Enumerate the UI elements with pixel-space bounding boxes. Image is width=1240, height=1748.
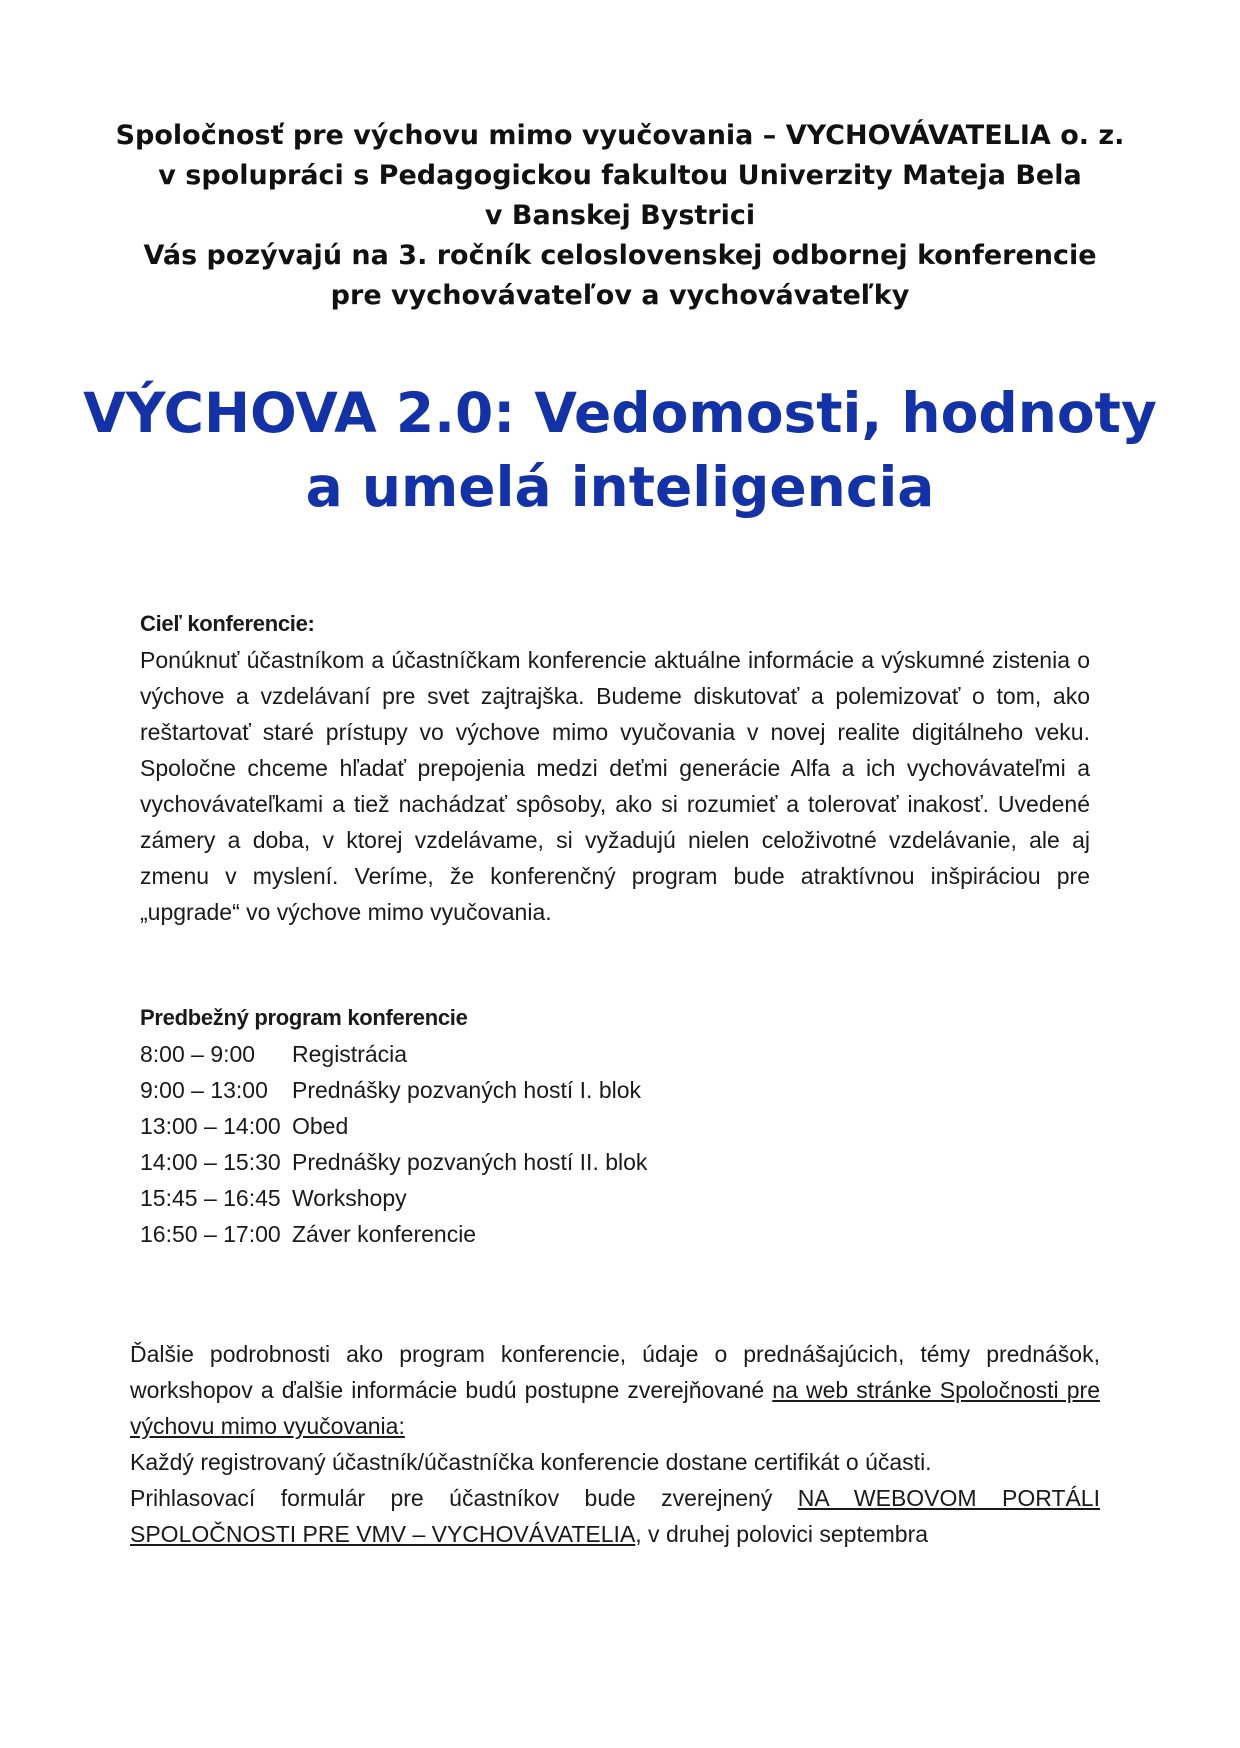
program-heading: Predbežný program konferencie [140,1005,468,1030]
details-paragraph-1 [130,1336,1100,1444]
program-item [140,1036,1040,1072]
header-line-4: Vás pozývajú na 3. ročník celoslovenskej odbornej konferencie [143,240,1097,271]
program-label: Obed [292,1113,349,1139]
program-label: Prednášky pozvaných hostí II. blok [292,1149,648,1175]
details-text-3: Prihlasovací formulár pre účastníkov bude zverejnený [130,1485,798,1511]
program-time: 9:00 – 13:00 [140,1077,268,1103]
program-time: 16:50 – 17:00 [140,1221,281,1247]
program-label: Prednášky pozvaných hostí I. blok [292,1077,642,1103]
details-text-1: Ďalšie podrobnosti ako program konferencie, údaje o prednášajúcich, témy prednášok, workshopov a ďalšie informácie budú postupne zverejňované [130,1341,1100,1403]
program-item [140,1108,1040,1144]
program-label: Záver konferencie [292,1221,477,1247]
goal-heading: Cieľ konferencie: [140,611,315,636]
header-line-2: v spolupráci s Pedagogickou fakultou Univerzity Mateja Bela [158,160,1082,191]
details-paragraph-3 [130,1480,1100,1552]
details-section [130,1336,1100,1552]
title-line-1: VÝCHOVA 2.0: Vedomosti, hodnoty [83,381,1157,445]
program-time: 15:45 – 16:45 [140,1185,281,1211]
program-time: 14:00 – 15:30 [140,1149,281,1175]
header-line-1: Spoločnosť pre výchovu mimo vyučovania – VYCHOVÁVATELIA o. z. [115,120,1125,151]
conference-title [0,376,1240,524]
details-paragraph-2: Každý registrovaný účastník/účastníčka konferencie dostane certifikát o účasti. [130,1449,932,1475]
program-item [140,1180,1040,1216]
web-link[interactable]: na web stránke Spoločnosti pre výchovu mimo vyučovania: [130,1377,1100,1439]
program-time: 13:00 – 14:00 [140,1113,281,1139]
program-section [140,1000,1040,1252]
program-label: Registrácia [292,1041,408,1067]
portal-link[interactable]: NA WEBOVOM PORTÁLI SPOLOČNOSTI PRE VMV – VYCHOVÁVATELIA [130,1485,1100,1547]
program-item [140,1144,1040,1180]
goal-text: Ponúknuť účastníkom a účastníčkam konferencie aktuálne informácie a výskumné zistenia o výchove a vzdelávaní pre svet zajtrajška. Budeme diskutovať a polemizovať o tom, ako reštartovať staré prístupy vo výchove mimo vyučovania v novej realite digitálneho veku. Spoločne chceme hľadať prepojenia medzi deťmi generácie Alfa a ich vychovávateľmi a vychovávateľkami a tiež nachádzať spôsoby, ako si rozumieť a tolerovať inakosť. Uvedené zámery a doba, v ktorej vzdelávame, si vyžadujú nielen celoživotné vzdelávanie, ale aj zmenu v myslení. Veríme, že konferenčný program bude atraktívnou inšpiráciou pre „upgrade“ vo výchove mimo vyučovania. [140,647,1090,925]
program-item [140,1072,1040,1108]
organizer-header [0,116,1240,316]
goal-section [140,606,1090,930]
program-time: 8:00 – 9:00 [140,1041,256,1067]
program-label: Workshopy [292,1185,407,1211]
header-line-3: v Banskej Bystrici [484,200,756,231]
title-line-2: a umelá inteligencia [305,455,935,519]
details-text-3-after: , v druhej polovici septembra [635,1521,929,1547]
header-line-5: pre vychovávateľov a vychovávateľky [330,280,910,311]
program-item [140,1216,1040,1252]
